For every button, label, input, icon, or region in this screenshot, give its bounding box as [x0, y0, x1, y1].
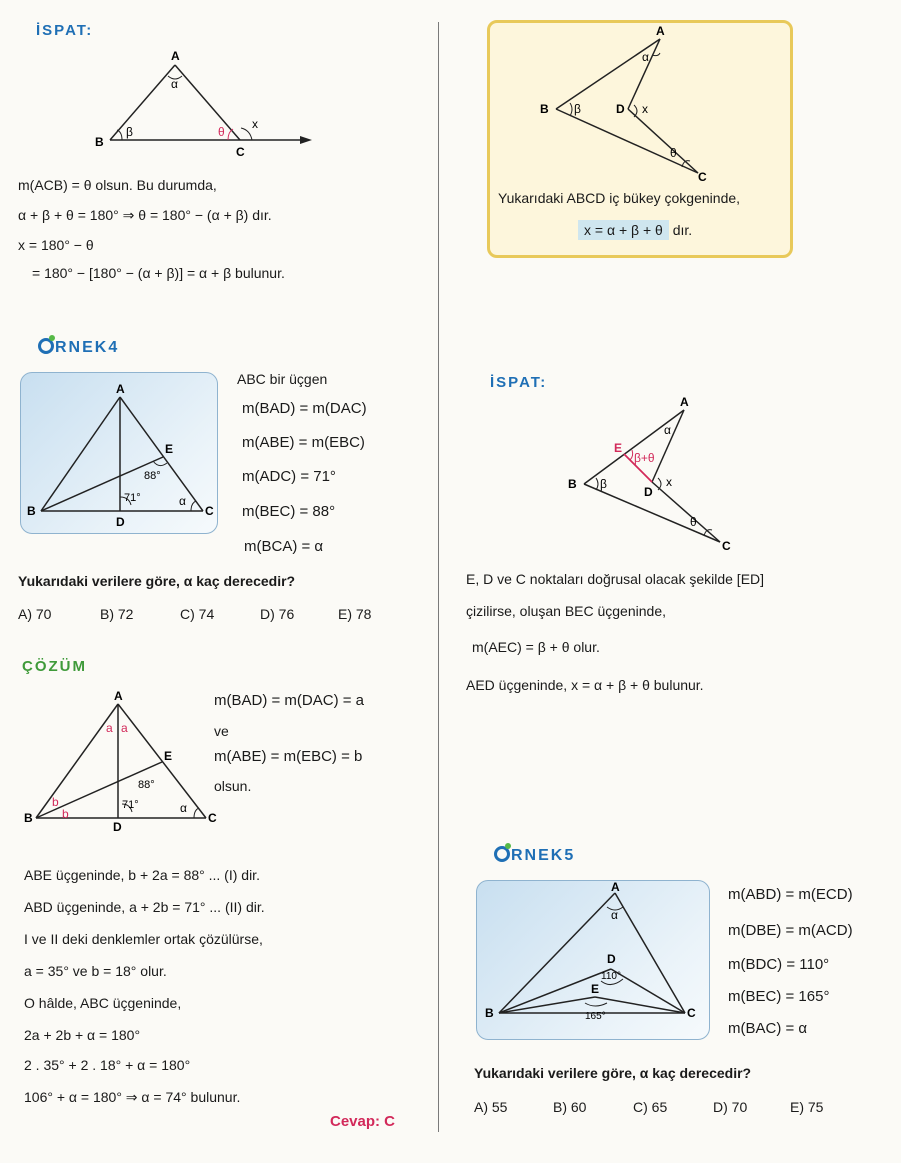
ornek-logo-icon	[38, 338, 54, 354]
label-theta: θ	[218, 125, 225, 139]
ornek5-figure-box	[476, 880, 710, 1040]
label-B: B	[95, 135, 104, 149]
answer-label: Cevap: C	[330, 1113, 396, 1130]
cozum-side-2: ve	[214, 723, 229, 739]
concave-quad-figure	[530, 25, 750, 185]
cozum-line-8: 106° + α = 180° ⇒ α = 74° bulunur.	[24, 1089, 241, 1105]
ispat-line-4: = 180° − [180° − (α + β)] = α + β bulunur.	[32, 265, 285, 281]
label-theta: θ	[670, 146, 677, 160]
label-C: C	[208, 811, 217, 825]
ornek5-choice-e[interactable]: E) 75	[790, 1099, 824, 1115]
label-A: A	[114, 689, 123, 703]
ornek4-given-5: m(BEC) = 88°	[242, 503, 336, 520]
label-A: A	[680, 395, 689, 409]
label-alpha: α	[171, 77, 178, 91]
cozum-side-3: m(ABE) = m(EBC) = b	[214, 748, 363, 765]
exterior-angle-figure	[90, 50, 320, 160]
ornek4-question: Yukarıdaki verilere göre, α kaç derecedir?	[18, 573, 296, 589]
ornek5-choice-a[interactable]: A) 55	[474, 1099, 508, 1115]
ornek4-given-4: m(ADC) = 71°	[242, 468, 336, 485]
cozum-line-2: ABD üçgeninde, a + 2b = 71° ... (II) dir.	[24, 899, 265, 915]
label-D: D	[116, 515, 125, 529]
ornek5-header: RNEK5	[494, 846, 575, 865]
ornek4-figure-box	[20, 372, 218, 534]
label-71: 71°	[122, 799, 139, 811]
ispat-right-figure	[560, 396, 750, 556]
label-alpha: α	[179, 494, 186, 508]
ornek5-choice-b[interactable]: B) 60	[553, 1099, 587, 1115]
ispat-right-line-4: AED üçgeninde, x = α + β + θ bulunur.	[466, 677, 704, 693]
label-C: C	[205, 504, 214, 518]
label-71: 71°	[124, 492, 141, 504]
ornek-logo-icon	[494, 846, 510, 862]
ornek4-given-2: m(BAD) = m(DAC)	[242, 400, 367, 417]
ispat-right-line-2: çizilirse, oluşan BEC üçgeninde,	[466, 603, 666, 619]
cozum-line-1: ABE üçgeninde, b + 2a = 88° ... (I) dir.	[24, 867, 260, 883]
ornek5-question: Yukarıdaki verilere göre, α kaç derecedir?	[474, 1065, 752, 1081]
label-beta-theta: β+θ	[634, 451, 655, 465]
label-alpha: α	[642, 50, 649, 64]
label-alpha: α	[664, 423, 671, 437]
ornek5-given-4: m(BEC) = 165°	[728, 988, 830, 1005]
label-B: B	[27, 504, 36, 518]
label-88: 88°	[138, 779, 155, 791]
label-x: x	[642, 102, 648, 116]
label-C: C	[722, 539, 731, 553]
label-beta: β	[126, 125, 133, 139]
ornek5-given-5: m(BAC) = α	[728, 1020, 808, 1037]
label-a-right: a	[121, 721, 128, 735]
ispat-header-right: İSPAT:	[490, 374, 548, 391]
cozum-side-1: m(BAD) = m(DAC) = a	[214, 692, 365, 709]
label-C: C	[698, 170, 707, 184]
ornek5-given-2: m(DBE) = m(ACD)	[728, 922, 853, 939]
label-D: D	[607, 952, 616, 966]
label-165: 165°	[585, 1011, 606, 1022]
label-b-lower: b	[62, 807, 69, 821]
ornek4-given-3: m(ABE) = m(EBC)	[242, 434, 365, 451]
label-x: x	[252, 117, 258, 131]
ispat-header-left: İSPAT:	[36, 22, 94, 39]
label-beta: β	[600, 477, 607, 491]
label-B: B	[485, 1006, 494, 1020]
concave-rule-formula: x = α + β + θ	[578, 220, 669, 240]
cozum-line-5: O hâlde, ABC üçgeninde,	[24, 995, 182, 1011]
label-a-left: a	[106, 721, 113, 735]
label-E: E	[614, 441, 623, 455]
ornek5-triangle	[477, 881, 709, 1039]
label-A: A	[611, 880, 620, 894]
label-C: C	[687, 1006, 696, 1020]
label-beta: β	[574, 102, 581, 116]
label-D: D	[113, 820, 122, 834]
ispat-line-3: x = 180° − θ	[18, 237, 94, 253]
ornek4-choice-e[interactable]: E) 78	[338, 606, 372, 622]
label-A: A	[171, 49, 180, 63]
ornek4-choice-d[interactable]: D) 76	[260, 606, 295, 622]
cozum-header: ÇÖZÜM	[22, 658, 87, 675]
label-88: 88°	[144, 470, 161, 482]
cozum-side-4: olsun.	[214, 778, 252, 794]
ornek5-given-3: m(BDC) = 110°	[728, 956, 830, 973]
label-E: E	[591, 982, 600, 996]
label-b-upper: b	[52, 795, 59, 809]
label-D: D	[616, 102, 625, 116]
concave-rule-box	[487, 20, 793, 258]
ornek4-choice-c[interactable]: C) 74	[180, 606, 215, 622]
label-D: D	[644, 485, 653, 499]
cozum-line-7: 2 . 35° + 2 . 18° + α = 180°	[24, 1057, 191, 1073]
label-C: C	[236, 145, 245, 159]
ispat-line-2: α + β + θ = 180° ⇒ θ = 180° − (α + β) dır.	[18, 207, 272, 223]
label-110: 110°	[601, 971, 621, 982]
concave-rule-formula-line	[578, 221, 692, 239]
ornek5-given-1: m(ABD) = m(ECD)	[728, 886, 853, 903]
ispat-line-1: m(ACB) = θ olsun. Bu durumda,	[18, 177, 217, 193]
ornek5-choice-d[interactable]: D) 70	[713, 1099, 748, 1115]
ornek4-choice-a[interactable]: A) 70	[18, 606, 52, 622]
label-theta: θ	[690, 515, 697, 529]
label-A: A	[116, 382, 125, 396]
column-divider	[438, 22, 439, 1132]
label-alpha: α	[611, 908, 618, 922]
label-x: x	[666, 475, 672, 489]
label-A: A	[656, 24, 665, 38]
label-E: E	[165, 442, 174, 456]
cozum-line-3: I ve II deki denklemler ortak çözülürse,	[24, 931, 263, 947]
label-E: E	[164, 749, 173, 763]
concave-rule-text: Yukarıdaki ABCD iç bükey çokgeninde,	[498, 190, 741, 206]
cozum-triangle	[24, 688, 217, 834]
label-B: B	[540, 102, 549, 116]
ornek4-choice-b[interactable]: B) 72	[100, 606, 134, 622]
ornek4-given-1: ABC bir üçgen	[237, 371, 328, 387]
ornek5-choice-c[interactable]: C) 65	[633, 1099, 668, 1115]
concave-rule-suffix: dır.	[672, 222, 693, 238]
ornek4-header: RNEK4	[38, 338, 119, 357]
ornek4-given-6: m(BCA) = α	[244, 538, 324, 555]
cozum-line-6: 2a + 2b + α = 180°	[24, 1027, 141, 1043]
ispat-right-line-1: E, D ve C noktaları doğrusal olacak şekilde [ED]	[466, 571, 765, 587]
cozum-line-4: a = 35° ve b = 18° olur.	[24, 963, 167, 979]
ispat-right-line-3: m(AEC) = β + θ olur.	[472, 639, 600, 655]
label-B: B	[24, 811, 33, 825]
ornek4-triangle	[21, 373, 217, 533]
label-B: B	[568, 477, 577, 491]
label-alpha: α	[180, 801, 187, 815]
